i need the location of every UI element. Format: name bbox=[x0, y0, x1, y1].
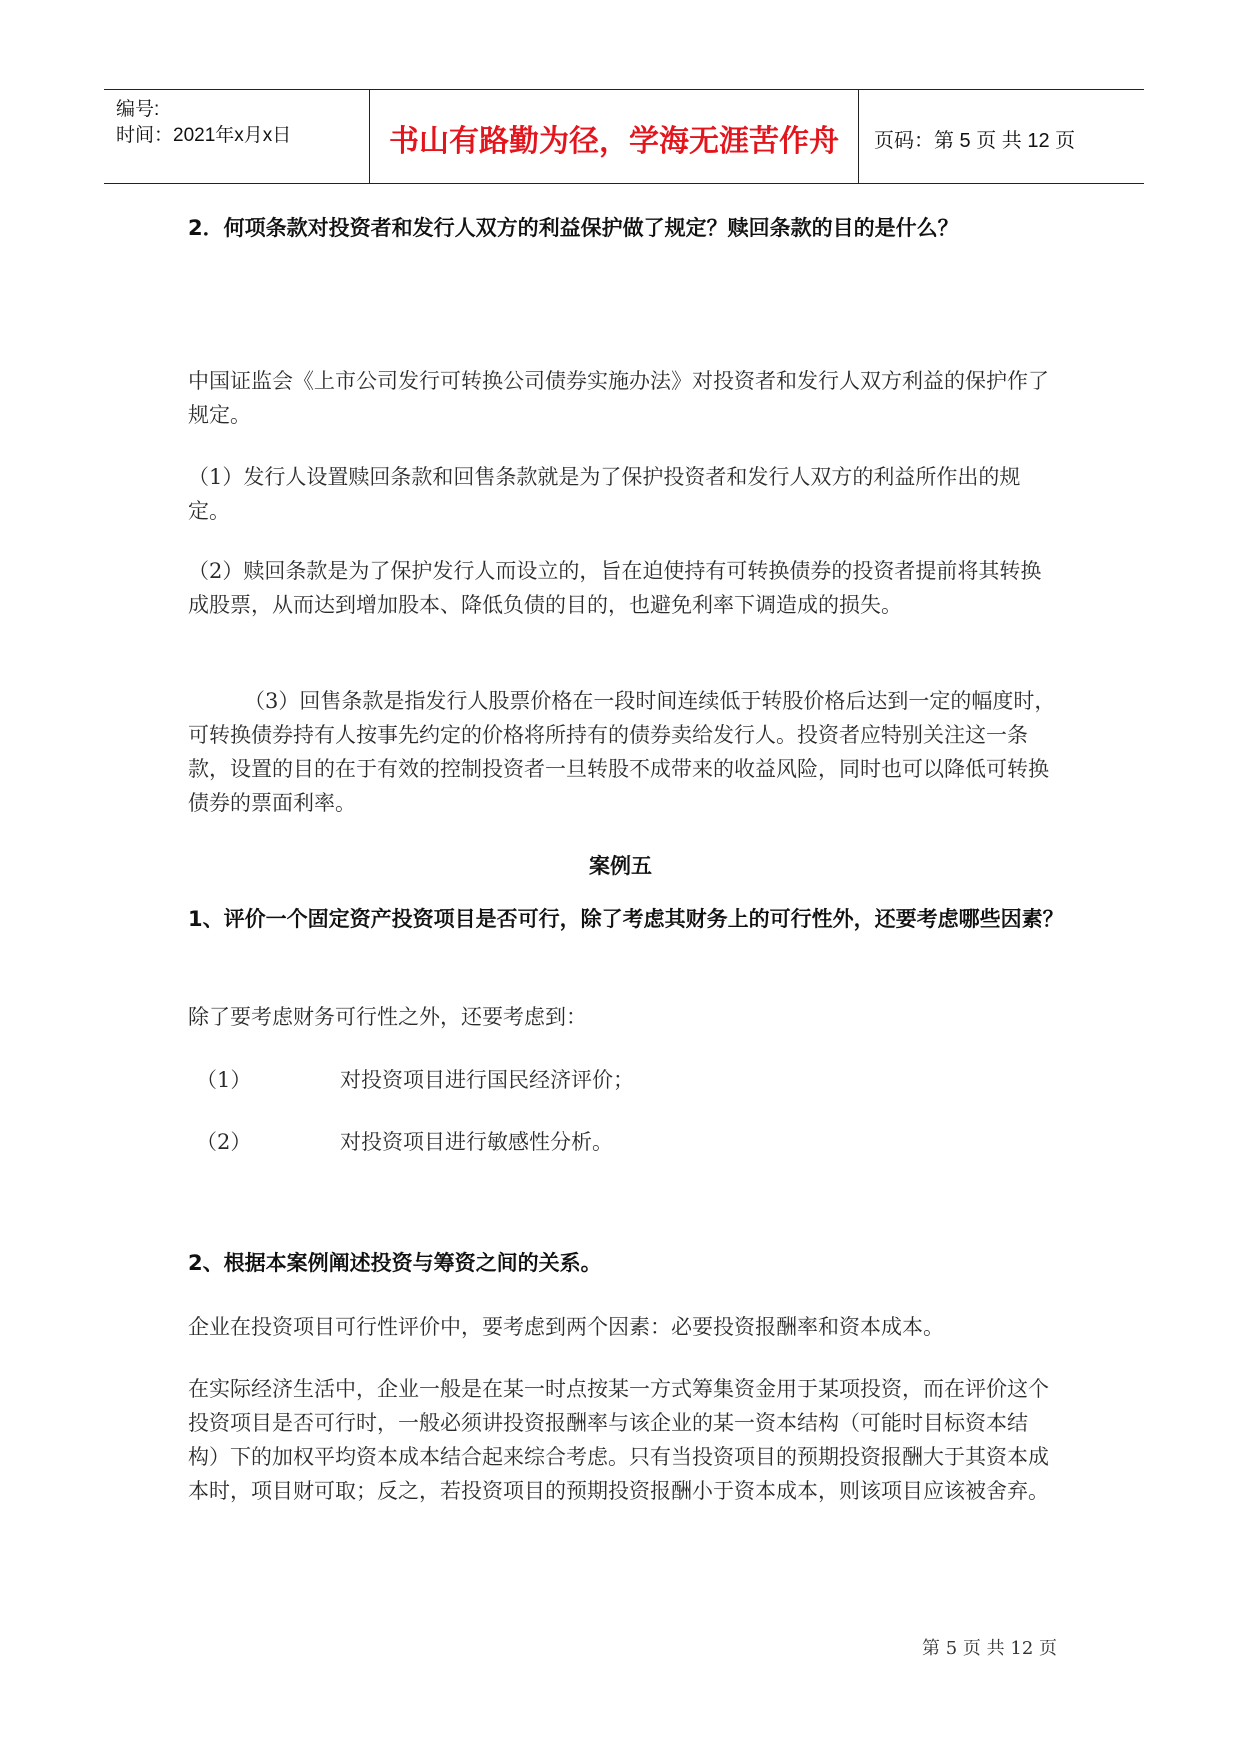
motto-text: 书山有路勤为径，学海无涯苦作舟 bbox=[389, 124, 839, 159]
case-title: 案例五 bbox=[589, 854, 652, 878]
case-question-1-answer: 除了要考虑财务可行性之外，还要考虑到： bbox=[188, 1005, 587, 1029]
case-question-2-paragraph-1: 企业在投资项目可行性评价中，要考虑到两个因素：必要投资报酬率和资本成本。 bbox=[188, 1315, 944, 1339]
list-item-2-number: （2） bbox=[196, 1130, 252, 1154]
header-page-number: 页码：第 5 页 共 12 页 bbox=[874, 130, 1076, 152]
paragraph-4: （3）回售条款是指发行人股票价格在一段时间连续低于转股价格后达到一定的幅度时，可转换债券持有人按事先约定的价格将所持有的债券卖给发行人。投资者应特别关注这一条款，设置的目的在于有效的控制投资者一旦转股不成带来的收益风险，同时也可以降低可转换债券的票面利率。 bbox=[188, 689, 1056, 815]
list-item-2-text: 对投资项目进行敏感性分析。 bbox=[340, 1130, 613, 1154]
case-question-2: 2、根据本案例阐述投资与筹资之间的关系。 bbox=[188, 1251, 602, 1275]
header-page-cell bbox=[860, 90, 1144, 183]
question-2: 2．何项条款对投资者和发行人双方的利益保护做了规定？赎回条款的目的是什么？ bbox=[188, 216, 959, 240]
case-question-1: 1、评价一个固定资产投资项目是否可行，除了考虑其财务上的可行性外，还要考虑哪些因素？ bbox=[188, 907, 1064, 931]
header-motto-cell bbox=[370, 90, 859, 183]
list-item-1-text: 对投资项目进行国民经济评价； bbox=[340, 1068, 634, 1092]
paragraph-3: （2）赎回条款是为了保护发行人而设立的，旨在迫使持有可转换债券的投资者提前将其转换成股票，从而达到增加股本、降低负债的目的，也避免利率下调造成的损失。 bbox=[188, 559, 1042, 617]
case-question-2-paragraph-2: 在实际经济生活中，企业一般是在某一时点按某一方式筹集资金用于某项投资，而在评价这个投资项目是否可行时，一般必须讲投资报酬率与该企业的某一资本结构（可能时目标资本结构）下的加权平均资本成本结合起来综合考虑。只有当投资项目的预期投资报酬大于其资本成本时，项目财可取；反之，若投资项目的预期投资报酬小于资本成本，则该项目应该被舍弃。 bbox=[188, 1377, 1049, 1503]
header-meta-cell bbox=[104, 90, 370, 183]
paragraph-1: 中国证监会《上市公司发行可转换公司债券实施办法》对投资者和发行人双方利益的保护作了规定。 bbox=[188, 369, 1049, 427]
paragraph-2: （1）发行人设置赎回条款和回售条款就是为了保护投资者和发行人双方的利益所作出的规定。 bbox=[188, 465, 1021, 523]
page-header bbox=[104, 89, 1144, 184]
list-item-1-number: （1） bbox=[196, 1068, 252, 1092]
number-label: 编号: bbox=[116, 99, 160, 120]
time-label: 时间：2021年x月x日 bbox=[116, 125, 292, 146]
page-footer: 第 5 页 共 12 页 bbox=[922, 1638, 1057, 1659]
